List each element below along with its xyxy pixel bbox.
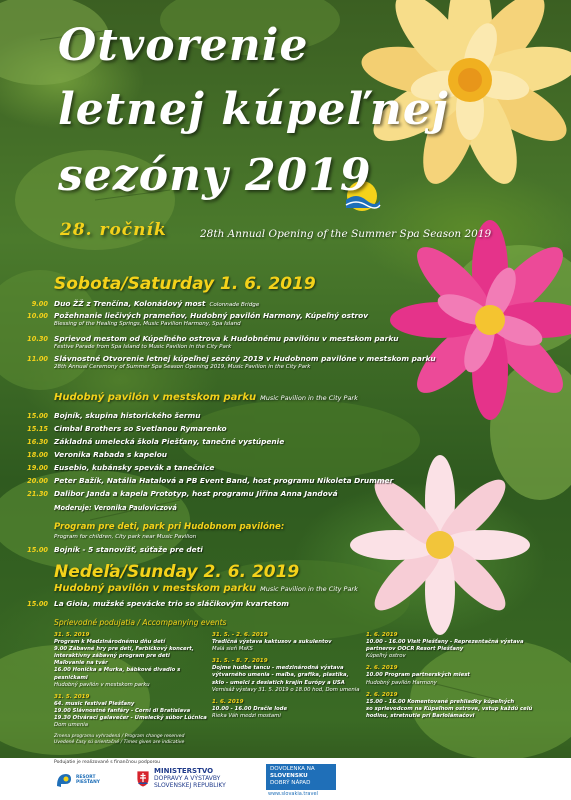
item-line: Malá sieň MsKS [212, 646, 253, 653]
accompanying-col-1 [54, 632, 209, 746]
list-item [54, 632, 209, 689]
event-text: Bojník - 5 stanovíšť, súťaže pre deti [54, 545, 203, 554]
item-line: 15.00 - 16.00 Komentované prehliadky kúpeľných [366, 698, 515, 705]
event-row [0, 311, 571, 329]
list-item [212, 699, 372, 720]
pavilion-heading-en: Music Pavilion in the City Park [260, 394, 358, 402]
item-date: 31. 5. 2019 [54, 693, 90, 700]
sunday-heading: Nedeľa/Sunday 2. 6. 2019 [54, 562, 300, 582]
kids-heading-en: Program for children, City park near Music Pavilion [54, 534, 197, 540]
item-line: so sprievodcom na Kúpeľnom ostrove, vstup každú celú [366, 705, 533, 712]
accompanying-heading: Sprievodné podujatia / Accompanying events [54, 618, 227, 627]
event-text: Duo ŽŽ z Trenčína, Kolonádový most [54, 299, 206, 308]
item-date: 2. 6. 2019 [366, 691, 398, 698]
list-item [366, 692, 546, 720]
event-row [0, 334, 571, 352]
travel-logo-line3: DOBRÝ NÁPAD [270, 780, 311, 786]
event-subtitle: Festive Parade from Spa Island to Music Pavilion in the City Park [54, 344, 232, 350]
pavilion-heading-en: Music Pavilion in the City Park [260, 585, 358, 593]
edition-label: 28. ročník [60, 220, 167, 240]
item-line: Dojme hudbe tancu - medzinárodná výstava [212, 665, 344, 672]
event-text: La Gioia, mužské spevácke trio so sláčikovým kvartetom [54, 599, 289, 608]
item-line: 64. music festival Piešťany [54, 700, 135, 707]
support-text: Podujatie je realizované s finančnou podporou [54, 760, 161, 765]
event-time: 15.00 [27, 412, 48, 420]
event-subtitle: 28th Annual Ceremony of Summer Spa Season Opening 2019, Music Pavilion in the City Park [54, 364, 311, 370]
item-line: sklo - umelci z desiatich krajín Európy a USA [212, 679, 345, 686]
slovakia-travel-logo[interactable] [266, 764, 336, 790]
accompanying-col-2 [212, 632, 372, 725]
footnote-1: Zmena programu vyhradená / Program change reserved [54, 734, 185, 740]
ministry-logo-line1: MINISTERSTVO [154, 767, 214, 775]
item-line: 9.00 Zábavné hry pre deti, Farbičkový koncert, [54, 646, 194, 653]
item-line: 19.30 Otvárací galavečer - Umelecký súbor Lúčnica [54, 715, 207, 722]
english-subtitle: 28th Annual Opening of the Summer Spa Season 2019 [200, 228, 492, 240]
item-line: Dom umenia [54, 722, 89, 729]
item-line: Hudobný pavilón Harmony [366, 679, 437, 686]
item-line: 10.00 - 16.00 Dračie lode [212, 705, 288, 712]
kids-heading: Program pre deti, park pri Hudobnom pavilóne: [54, 522, 285, 532]
list-item [212, 632, 372, 653]
event-time: 10.30 [27, 335, 48, 343]
saturday-heading: Sobota/Saturday 1. 6. 2019 [54, 274, 316, 294]
resort-logo-icon [54, 770, 74, 790]
event-text: Peter Bažík, Natália Hatalová a PB Event Band, host programu Nikoleta Drummer [54, 476, 394, 485]
item-date: 31. 5. - 8. 7. 2019 [212, 658, 268, 665]
item-line: 10.00 Program partnerských miest [366, 672, 470, 679]
item-line: Hudobný pavilón v mestskom parku [54, 681, 150, 688]
moderator-label: Moderuje: Veronika Pauloviczová [54, 504, 177, 512]
event-row [0, 299, 571, 309]
event-text: Požehnanie liečivých prameňov, Hudobný pavilón Harmony, Kúpeľný ostrov [54, 311, 369, 320]
event-text: Cimbal Brothers so Svetlanou Rymarenko [54, 424, 227, 433]
ministry-logo-line2: DOPRAVY A VÝSTAVBY [154, 775, 221, 782]
event-time: 19.00 [27, 464, 48, 472]
pavilion-heading [54, 392, 358, 403]
item-line: 16.00 Honička a Murka, bábkové divadlo s pesničkami [54, 667, 181, 681]
title-line-1: Otvorenie [58, 20, 309, 71]
item-line: partnerov OOCR Resort Piešťany [366, 646, 464, 653]
event-time: 18.00 [27, 451, 48, 459]
pavilion-heading-sk: Hudobný pavilón v mestskom parku [54, 583, 257, 594]
event-note: Colonnade Bridge [209, 302, 260, 308]
event-text: Základná umelecká škola Piešťany, tanečné vystúpenie [54, 437, 285, 446]
event-time: 15.00 [27, 546, 48, 554]
item-date: 1. 6. 2019 [366, 632, 398, 638]
item-line: Kúpeľný ostrov [366, 653, 406, 660]
event-text: Slávnostné Otvorenie letnej kúpeľnej sezóny 2019 v Hudobnom pavilóne v mestskom parku [54, 354, 436, 363]
item-date: 31. 5. 2019 [54, 632, 90, 638]
event-time: 16.30 [27, 438, 48, 446]
item-date: 31. 5. - 2. 6. 2019 [212, 632, 268, 638]
pavilion-heading-sk: Hudobný pavilón v mestskom parku [54, 392, 257, 403]
event-text: Bojník, skupina historického šermu [54, 411, 201, 420]
slovak-coat-of-arms-icon [136, 770, 150, 788]
event-time: 15.15 [27, 425, 48, 433]
resort-logo-line2: PIEŠŤANY [76, 780, 100, 785]
travel-logo-line2: SLOVENSKU [270, 773, 308, 779]
event-time: 21.30 [27, 490, 48, 498]
list-item [212, 658, 372, 693]
event-text: Dalibor Janda a kapela Prototyp, host programu Jiřina Anna Jandová [54, 489, 338, 498]
sunday-pavilion-heading [54, 583, 358, 594]
event-text: Veronika Rabada s kapelou [54, 450, 168, 459]
event-time: 11.00 [27, 355, 48, 363]
item-date: 2. 6. 2019 [366, 665, 398, 672]
accompanying-col-3 [366, 632, 546, 725]
title-line-2: letnej kúpeľnej [58, 84, 449, 135]
ministry-logo[interactable] [136, 768, 226, 789]
item-line: hodinu, stretnutie pri Barlolámačovi [366, 712, 475, 719]
item-line: interaktívny zábavný program pre deti [54, 653, 170, 660]
list-item [54, 694, 209, 729]
list-item [366, 665, 546, 686]
event-text: Sprievod mestom od Kúpeľného ostrova k Hudobnému pavilónu v mestskom parku [54, 334, 399, 343]
resort-logo-line1: RESORT [76, 775, 96, 780]
event-subtitle: Blessing of the Healing Springs, Music Pavilion Harmony, Spa Island [54, 321, 241, 327]
event-time: 20.00 [27, 477, 48, 485]
title-line-3: sezóny 2019 [58, 150, 372, 201]
item-line: 19.00 Slávnostné fanfáry - Corni di Bratislava [54, 707, 191, 714]
event-text: Eusebio, kubánsky spevák a tanečnice [54, 463, 215, 472]
event-time: 9.00 [31, 300, 48, 308]
event-time: 15.00 [27, 600, 48, 608]
item-line: Rieka Váh medzi mostami [212, 712, 281, 719]
travel-logo-line1: DOVOLENKA NA [270, 766, 315, 772]
ministry-logo-line3: SLOVENSKEJ REPUBLIKY [154, 782, 226, 789]
item-line: výtvarného umenia - maľba, grafika, plastika, [212, 672, 349, 679]
travel-url[interactable]: www.slovakia.travel [268, 791, 318, 797]
resort-piestany-logo[interactable] [54, 770, 100, 790]
footnote-2: Uvedené časy sú orientačné / Times given are indicative [54, 740, 185, 746]
sponsor-footer [0, 758, 571, 800]
event-row [0, 354, 571, 372]
list-item [366, 632, 546, 660]
item-line: Vernisáž výstavy 31. 5. 2019 o 18.00 hod, Dom umenia [212, 686, 360, 693]
item-line: Tradičná výstava kaktusov a sukulentov [212, 639, 332, 646]
item-date: 1. 6. 2019 [212, 698, 244, 705]
item-line: Program k Medzinárodnému dňu detí [54, 639, 166, 646]
item-line: 10.00 - 16.00 Visit Piešťany - Reprezentačná výstava [366, 639, 524, 646]
event-time: 10.00 [27, 312, 48, 320]
item-line: Maľovanie na tvár [54, 660, 108, 667]
